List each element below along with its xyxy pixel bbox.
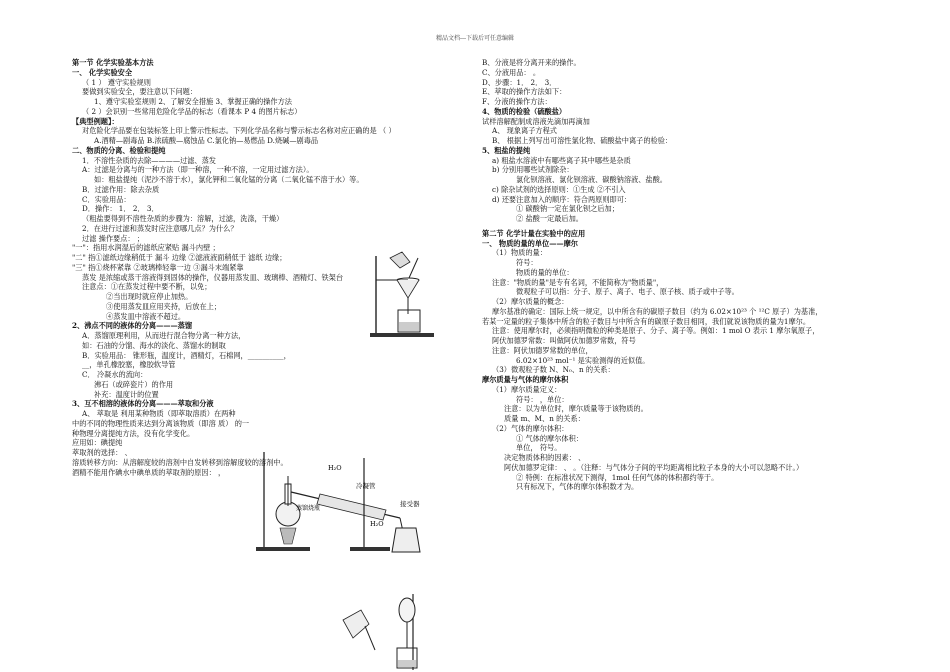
right-text-line: 摩尔质量与气体的摩尔体积	[482, 375, 569, 384]
right-text-line: 符号：	[516, 258, 538, 267]
left-text-line: C． 冷凝水的流向：	[82, 370, 148, 379]
right-text-line: 试样溶解配制成溶液先滴加再滴加	[482, 116, 590, 126]
right-text-line: 氯化钡溶液、氯化钡溶液、碳酸钠溶液、盐酸。	[516, 175, 667, 184]
right-text-line: 注意：阿伏加德罗常数的单位，	[492, 345, 593, 355]
right-text-line: 注意：使用摩尔时，必须指明微粒的种类是原子、分子、离子等。例如：1 mol O 表示 1 摩尔氧原子，	[492, 326, 820, 336]
left-text-line: 如：粗盐提纯（泥沙不溶于水），氯化钾和二氧化锰的分离（二氧化锰不溶于水）等。	[94, 175, 364, 184]
distillation-apparatus-image	[250, 448, 440, 558]
right-text-line: 只有标况下，气体的摩尔体积数才为。	[516, 482, 639, 492]
right-column	[482, 58, 902, 492]
right-text-line: A、 现象离子方程式	[492, 126, 557, 136]
left-text-line: 应用如：碘提纯	[72, 438, 123, 448]
right-text-line: E、萃取的操作方法如下：	[482, 87, 567, 97]
left-text-line: B．实验用品： 锥形瓶，温度计，酒精灯，石棉网，__________，	[82, 350, 291, 360]
left-text-line: 中的不同的物理性质来达到分离该物质（即溶 质） 的一	[72, 418, 250, 428]
left-text-line: ④蒸发皿中溶液不超过。	[106, 311, 186, 321]
distill-label-receiver: 接受器	[400, 500, 420, 508]
right-text-line: a) 粗盐水溶液中有哪些离子其中哪些是杂质	[492, 155, 631, 165]
left-text-line: ②当出现时就应停止加热。	[106, 292, 193, 301]
left-text-line: 如：石油的分馏、海水的淡化、蒸馏水的制取	[82, 340, 226, 350]
left-text-line: 种物理分离提纯方法，没有化学变化。	[72, 428, 195, 438]
right-text-line: b) 分别用哪些试剂除杂：	[492, 165, 574, 175]
right-text-line: 单位， 符号。	[516, 443, 562, 453]
left-text-line: "三" 指①烧杯紧靠 ②玻璃棒轻靠一边 ③漏斗末端紧靠	[72, 262, 244, 272]
left-text-line: 二、物质的分离、检验和提纯	[72, 145, 166, 155]
left-text-line: B．过滤作用：除去杂质	[82, 184, 160, 194]
left-text-line: 萃取剂的选择： 、	[72, 448, 132, 457]
right-text-line: 若某一定量的粒子集体中所含的粒子数目与中所含有的碳原子数目相同，我们就说该物质的量为1摩尔。	[482, 316, 811, 326]
right-text-line: C、分液用品： 。	[482, 67, 541, 77]
distill-label-h2o-out: H₂O	[328, 464, 342, 472]
left-text-line: 2、沸点不同的液体的分离———蒸馏	[72, 321, 193, 331]
left-text-line: D．操作： 1． 2． 3．	[82, 204, 159, 214]
left-text-line: 溶质转移方向：从溶解度较的溶剂中自发转移到溶解度较的溶剂中。	[72, 457, 288, 467]
distill-label-flask: 蒸馏烧瓶	[296, 505, 321, 512]
right-text-line: 微观粒子可以指：分子、原子、离子、电子、原子核、质子或中子等。	[516, 287, 739, 297]
right-text-line: ① 气体的摩尔体积：	[516, 433, 583, 443]
left-text-line: A、 萃取是 利用某种物质（即萃取溶质）在两种	[82, 409, 236, 418]
right-text-line: c) 除杂试剂的选择原则：①生成 ②不引入	[492, 184, 626, 194]
right-text-line: ② 盐酸一定最后加。	[516, 214, 583, 223]
right-text-line: 4、物质的检验（硫酸盐）	[482, 106, 567, 116]
right-text-line: 质量 m、M、n 的关系：	[504, 414, 585, 423]
right-text-line: （2）摩尔质量的概念：	[492, 297, 569, 306]
right-text-line: 第二节 化学计量在实验中的应用	[482, 228, 586, 238]
left-text-line: 沸石（或碎瓷片）的作用	[94, 379, 174, 389]
right-text-line: B、 根据上列写出可溶性氯化物、硫酸盐中离子的检验：	[492, 136, 673, 145]
page-header: 精品文档---下载后可任意编辑	[435, 35, 515, 42]
left-text-line: 【典型例题】：	[72, 116, 119, 126]
right-text-line: 决定物质体积的因素： 、	[504, 453, 586, 462]
separatory-funnel-image	[335, 590, 435, 672]
left-text-line: （ 1 ） 遵守实验规则	[82, 77, 151, 87]
left-text-line: A.酒精—剧毒品 B.浓硫酸—腐蚀品 C.氯化钠—易燃品 D.烧碱—剧毒品	[94, 136, 319, 145]
left-text-line: __，单孔橡胶塞，橡胶软导管	[82, 360, 176, 370]
left-text-line: 对危险化学品要在包装标签上印上警示性标志。下列化学品名称与警示标志名称对应正确的是 （ ）	[82, 126, 396, 136]
left-text-line: C．实验用品：	[82, 194, 131, 204]
left-text-line: （粗盐要得到不溶性杂质的步骤为：溶解，过滤，洗涤，干燥）	[82, 214, 284, 223]
left-text-line: A．蒸馏原理利用，从而进行混合物分离一种方法，	[82, 331, 246, 340]
left-text-line: 注意点：①在蒸发过程中要不断，以免；	[82, 282, 212, 292]
left-text-line: "二" 指①滤纸边缘稍低于 漏斗 边缘 ②滤液液面稍低于 滤纸 边缘；	[72, 253, 287, 262]
distill-label-h2o-in: H₂O	[370, 520, 384, 528]
left-text-line: 过滤 操作要点： ；	[82, 233, 145, 243]
left-text-line: 2．在进行过滤和蒸发时应注意哪几点？为什么？	[82, 223, 238, 233]
left-text-line: 一、 化学实验安全	[72, 67, 133, 77]
left-text-line: 蒸发 是浓缩或蒸干溶液得到固体的操作，仪器用蒸发皿、玻璃棒、酒精灯、铁架台	[82, 272, 344, 282]
right-text-line: 注意："物质的量"是专有名词，不能简称为"物质量"，	[492, 277, 664, 287]
right-text-line: （1）物质的量：	[492, 248, 547, 258]
left-text-line: 要做到实验安全，要注意以下问题：	[82, 87, 198, 97]
left-text-line: 3、互不相溶的液体的分离———萃取和分液	[72, 399, 214, 409]
right-text-line: 阿伏加德罗常数：叫做阿伏加德罗常数，符号	[492, 336, 636, 345]
right-text-line: （1）摩尔质量定义：	[492, 384, 562, 394]
right-text-line: 6.02×10²³ mol⁻¹ 是实验测得的近似值。	[516, 355, 650, 365]
filtration-apparatus-image	[368, 250, 440, 338]
left-text-line: 补充：温度计的位置	[94, 389, 159, 399]
right-text-line: （2）气体的摩尔体积：	[492, 423, 569, 433]
right-text-line: d) 还要注意加入的顺序：符合两原则即可：	[492, 194, 632, 204]
right-text-line: ① 碳酸钠一定在氯化钡之后加；	[516, 204, 619, 214]
left-text-line: 酒精不能用作碘水中碘单质的萃取剂的原因： ，	[72, 467, 226, 477]
right-text-line: 摩尔基准的确定：国际上统一规定，以中所含有的碳原子数目（约为 6.02×10²³ 个 ¹²C 原子）为基准，	[492, 306, 823, 316]
right-text-line: 阿伏加德罗定律： 、 。（注释：与气体分子间的平均距离相比粒子本身的大小可以忽略不计。）	[504, 462, 804, 472]
right-text-line: 一、 物质的量的单位——摩尔	[482, 238, 578, 248]
right-text-line: 5、粗盐的提纯	[482, 145, 531, 155]
right-text-line: 符号： ，单位：	[516, 394, 569, 404]
left-text-line: 第一节 化学实验基本方法	[72, 58, 154, 67]
right-text-line: F、分液的操作方法：	[482, 97, 552, 106]
left-text-line: "一"：指用水润湿后的滤纸应紧贴 漏斗内壁 ；	[72, 243, 220, 253]
right-text-line: D、步骤：1． 2． 3．	[482, 77, 557, 87]
left-text-line: （ 2 ）会识别一些常用危险化学品的标志（看课本 P 4 的图片标志）	[82, 106, 302, 116]
right-text-line: （3）微观粒子数 N、N₀、n 的关系：	[492, 365, 615, 375]
distill-label-condenser: 冷凝管	[356, 482, 376, 490]
right-text-line: ② 特例：在标准状况下测得，1mol 任何气体的体积都约等于。	[516, 472, 719, 482]
left-text-line: 1．不溶性杂质的去除————过滤、蒸发	[82, 155, 216, 165]
left-text-line: 1、遵守实验室规则 2、了解安全措施 3、掌握正确的操作方法	[94, 97, 292, 106]
left-text-line: A：过滤是分离与的一种方法（即一种溶，一种不溶，一定用过滤方法）。	[82, 165, 314, 175]
left-text-line: ③使用蒸发皿应用夹持，后放在上；	[106, 301, 222, 311]
right-text-line: B、分液是将分离开来的操作。	[482, 58, 581, 67]
right-text-line: 注意：以为单位时，摩尔质量等于该物质的。	[504, 404, 648, 414]
right-text-line: 物质的量的单位：	[516, 267, 574, 277]
